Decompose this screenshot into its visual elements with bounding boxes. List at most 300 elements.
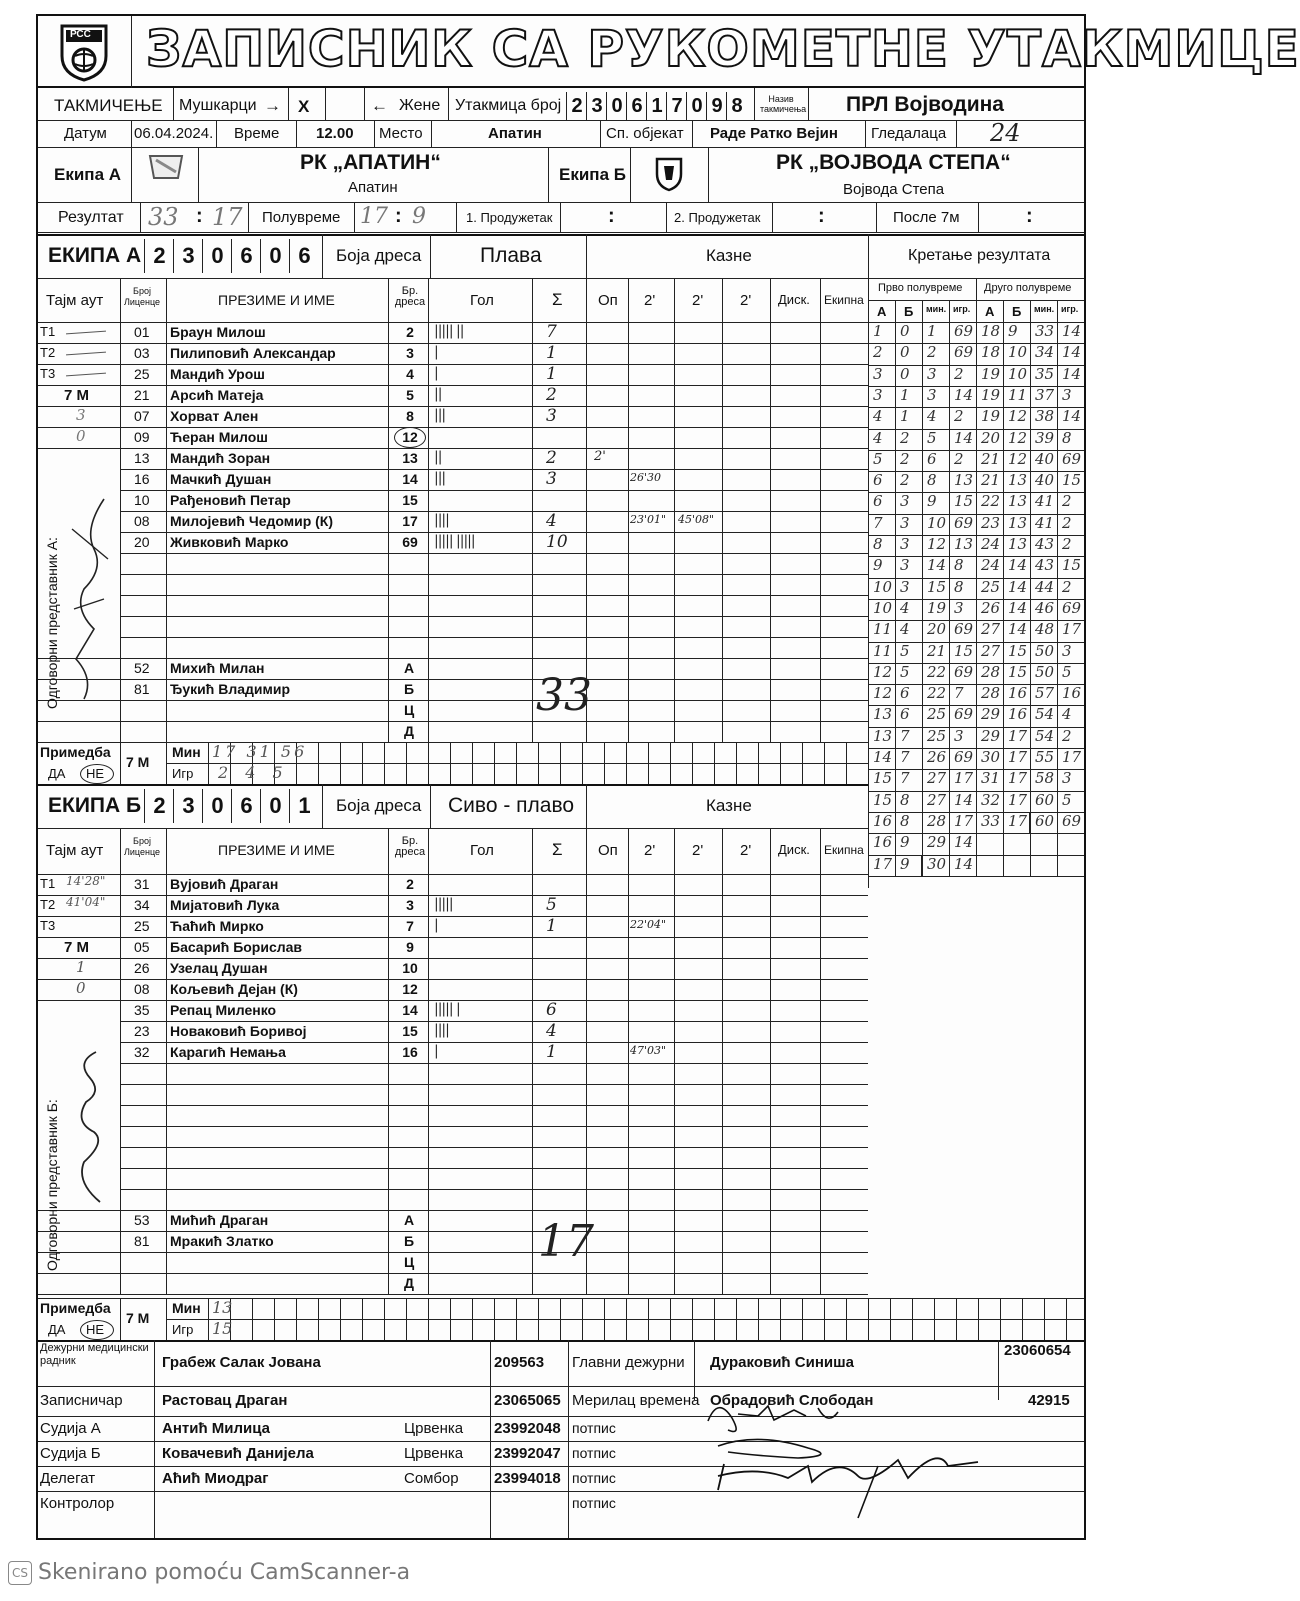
player-goal-marks: ||||| |||||: [434, 533, 475, 549]
spectators-label: Гледалаца: [871, 125, 947, 142]
official-role-label: Контролор: [40, 1494, 115, 1512]
team-b-representative-label: Одговорни представник Б:: [44, 1099, 60, 1271]
progress-col-header: игр.: [1061, 304, 1079, 314]
player-license: 34: [134, 897, 150, 913]
overtime-2-label: 2. Продужетак: [674, 210, 761, 225]
player-name: Мијатовић Лука: [170, 897, 280, 913]
official-name: Мракић Златко: [170, 1233, 274, 1249]
progress-cell: 58: [1035, 769, 1055, 787]
player-license: 03: [134, 345, 150, 361]
progress-cell: 11: [873, 642, 893, 660]
time-value: 12.00: [316, 125, 354, 142]
player-name: Карагић Немања: [170, 1044, 286, 1060]
official-license-no-2: 23060654: [1004, 1342, 1071, 1359]
team-a-shirt-color: Плава: [480, 244, 542, 267]
progress-cell: 14: [1008, 620, 1028, 638]
player-2min-1: 47'03": [630, 1044, 667, 1057]
progress-cell: 13: [954, 471, 974, 489]
player-goal-marks: |: [434, 917, 438, 933]
player-goal-sum: 1: [546, 343, 557, 363]
progress-cell: 3: [873, 386, 883, 404]
progress-col-header: игр.: [953, 304, 971, 314]
team-a-timeout-slash: [66, 373, 106, 377]
team-b-7m-label: 7 М: [64, 939, 90, 956]
player-name: Мандић Урош: [170, 366, 265, 382]
progress-cell: 17: [1008, 727, 1028, 745]
official-person-name: Растовац Драган: [162, 1392, 288, 1409]
two-min-1-col-header: 2': [644, 292, 656, 309]
player-goal-marks: |||: [434, 470, 446, 486]
team-a-label: Екипа А: [54, 165, 122, 184]
player-license: 09: [134, 429, 150, 445]
progress-cell: 8: [954, 556, 964, 574]
warning-col-header: Оп: [598, 292, 618, 309]
progress-cell: 18: [981, 343, 1001, 361]
team-a-shirt-color-label: Боја дреса: [336, 246, 422, 265]
license-col-header: Број Лиценце: [123, 286, 161, 307]
progress-cell: 40: [1035, 450, 1055, 468]
final-score-box: [868, 855, 922, 877]
team-b-penalties-label: Казне: [706, 796, 752, 815]
competition-name: ПРЛ Војводина: [846, 93, 1004, 116]
referee-signatures: [698, 1386, 998, 1526]
men-mark: X: [298, 97, 310, 116]
official-role-label: Судија Б: [40, 1444, 101, 1462]
name-col-header: ПРЕЗИМЕ И ИМЕ: [218, 842, 335, 858]
progress-cell: 16: [873, 812, 893, 830]
final-second-half-box: [976, 812, 1030, 834]
jersey-12-circle: [394, 427, 426, 448]
jersey-col-header: Бр. дреса: [394, 285, 426, 308]
sum-col-header: Σ: [552, 840, 563, 859]
progress-cell: 15: [1062, 471, 1082, 489]
player-goal-marks: ||||| ||: [434, 323, 464, 339]
team-a-rep-signature: [64, 489, 114, 709]
player-jersey: 8: [406, 408, 414, 424]
official-place: Црвенка: [404, 1419, 464, 1437]
progress-cell: 9: [927, 492, 937, 510]
player-jersey: 5: [406, 387, 414, 403]
progress-cell: 1: [900, 386, 910, 404]
logo-text: РСС: [70, 29, 91, 40]
progress-cell: 27: [927, 769, 947, 787]
progress-cell: 2: [954, 365, 964, 383]
progress-col-header: мин.: [1034, 304, 1055, 314]
team-a-7m-label: 7 М: [64, 387, 90, 404]
team-b-column-headers: [38, 828, 868, 874]
official-license: 53: [134, 1212, 150, 1228]
team-a-table: [38, 322, 868, 742]
progress-cell: 14: [1062, 407, 1082, 425]
progress-cell: 2: [1062, 535, 1072, 553]
spectators-value: 24: [990, 119, 1021, 147]
progress-cell: 15: [873, 791, 893, 809]
team-b-7m-summary-label: 7 М: [126, 1310, 150, 1326]
after-7m-separator: :: [1026, 205, 1033, 227]
progress-cell: 3: [954, 599, 964, 617]
progress-cell: 12: [873, 663, 893, 681]
progress-cell: 2: [954, 407, 964, 425]
progress-cell: 25: [981, 578, 1001, 596]
team-a-penalties-label: Казне: [706, 246, 752, 265]
official-license: 52: [134, 660, 150, 676]
progress-cell: 12: [1008, 450, 1028, 468]
team-code-digit: 6: [231, 239, 261, 273]
progress-cell: 17: [954, 769, 974, 787]
progress-cell: 5: [900, 642, 910, 660]
player-jersey: 16: [402, 1044, 418, 1060]
team-code-digit: 6: [231, 789, 261, 823]
team-a-column-headers: [38, 278, 868, 322]
official-role-2: Главни дежурни: [572, 1354, 685, 1371]
team-a-timeout-label: T2: [40, 345, 56, 360]
progress-cell: 6: [873, 492, 883, 510]
team-b-crest-icon: [654, 156, 684, 192]
overtime-1-separator: :: [608, 205, 615, 227]
match-number-digit: 7: [666, 92, 687, 120]
team-a-7m-summary-label: 7 М: [126, 754, 150, 770]
official-role-label: Делегат: [40, 1469, 96, 1487]
progress-cell: 69: [954, 322, 974, 340]
jersey-col-header: Бр. дреса: [394, 835, 426, 858]
progress-cell: 15: [1008, 663, 1028, 681]
progress-cell: 14: [1008, 599, 1028, 617]
timeout-col-header: Тајм аут: [46, 292, 104, 309]
official-name: Ђукић Владимир: [170, 681, 291, 697]
progress-cell: 54: [1035, 705, 1055, 723]
score-progress-header: [868, 278, 1084, 322]
progress-cell: 3: [900, 556, 910, 574]
player-name: Арсић Матеја: [170, 387, 264, 403]
progress-cell: 17: [1008, 791, 1028, 809]
team-a-remark-no-circle: [80, 764, 114, 784]
progress-cell: 3: [873, 365, 883, 383]
player-goal-marks: ||||: [434, 512, 449, 528]
match-number: [566, 92, 746, 120]
progress-cell: 2: [873, 343, 883, 361]
team-b-7m-igr-values: 15: [212, 1319, 233, 1338]
progress-cell: 19: [927, 599, 947, 617]
progress-cell: 1: [900, 407, 910, 425]
progress-cell: 20: [927, 620, 947, 638]
player-goal-sum: 2: [546, 448, 557, 468]
team-b-city: Војвода Степа: [843, 181, 945, 198]
progress-cell: 57: [1035, 684, 1055, 702]
progress-cell: 12: [1008, 407, 1028, 425]
progress-cell: 3: [1062, 769, 1072, 787]
official-role-2: потпис: [572, 1444, 616, 1461]
progress-cell: 39: [1035, 429, 1055, 447]
progress-cell: 7: [954, 684, 964, 702]
halftime-separator: :: [395, 205, 402, 227]
progress-cell: 33: [1035, 322, 1055, 340]
progress-cell: 9: [1008, 322, 1018, 340]
official-name: Мићић Драган: [170, 1212, 269, 1228]
team-b-7m-value: 1: [76, 958, 86, 976]
progress-cell: 2: [1062, 492, 1072, 510]
player-name: Вујовић Драган: [170, 876, 279, 892]
team-a-remark-label: Примедба: [40, 744, 111, 760]
halftime-score-b: 9: [412, 204, 426, 229]
progress-cell: 13: [1008, 514, 1028, 532]
player-name: Милојевић Чедомир (К): [170, 513, 334, 529]
progress-cell: 15: [927, 578, 947, 596]
progress-cell: 29: [981, 727, 1001, 745]
official-role: Д: [404, 723, 414, 739]
progress-cell: 40: [1035, 471, 1055, 489]
player-jersey: 3: [406, 345, 414, 361]
progress-cell: 12: [927, 535, 947, 553]
player-license: 26: [134, 960, 150, 976]
team-a-7m-min-values: 17 31 56: [212, 742, 308, 761]
player-goal-sum: 6: [546, 1000, 557, 1020]
team-b-remark-no: НЕ: [86, 1322, 105, 1337]
progress-cell: 5: [927, 429, 937, 447]
player-name: Хорват Ален: [170, 408, 259, 424]
team-a-name: РК „АПАТИН“: [300, 151, 441, 174]
team-b-name: РК „ВОЈВОДА СТЕПА“: [776, 151, 1011, 174]
player-goal-marks: ||||| |: [434, 1001, 460, 1017]
player-goal-marks: ||: [434, 449, 442, 465]
progress-cell: 46: [1035, 599, 1055, 617]
second-half-label: Друго полувреме: [984, 282, 1072, 294]
player-license: 16: [134, 471, 150, 487]
halftime-label: Полувреме: [262, 209, 341, 226]
match-number-digit: 3: [586, 92, 607, 120]
progress-cell: 16: [873, 833, 893, 851]
team-a-timeout-label: T3: [40, 366, 56, 381]
official-role: А: [404, 660, 415, 676]
team-pen-col-header: Екипна: [824, 843, 864, 857]
player-license: 07: [134, 408, 150, 424]
progress-cell: 13: [1008, 471, 1028, 489]
official-role-2: потпис: [572, 1419, 616, 1436]
player-name: Мачкић Душан: [170, 471, 272, 487]
team-a-7m-min-label: Мин: [172, 744, 201, 760]
player-jersey: 69: [402, 534, 418, 550]
progress-cell: 15: [1062, 556, 1082, 574]
title-row: [38, 16, 1300, 88]
men-label: Мушкарци: [179, 97, 257, 114]
name-col-header: ПРЕЗИМЕ И ИМЕ: [218, 292, 335, 308]
women-label: Жене: [399, 97, 441, 114]
team-code-digit: 6: [289, 239, 319, 273]
progress-cell: 30: [981, 748, 1001, 766]
page-title: ЗАПИСНИК СА РУКОМЕТНЕ УТАКМИЦЕ: [146, 20, 1300, 78]
progress-cell: 2: [1062, 727, 1072, 745]
progress-col-header: А: [877, 304, 887, 319]
progress-cell: 54: [1035, 727, 1055, 745]
progress-col-header: мин.: [926, 304, 947, 314]
player-warning: 2': [594, 449, 606, 464]
progress-cell: 14: [927, 556, 947, 574]
team-b-7m-value: 0: [76, 979, 86, 997]
official-place: Сомбор: [404, 1469, 459, 1487]
progress-cell: 38: [1035, 407, 1055, 425]
player-name: Ћеран Милош: [170, 429, 268, 445]
progress-cell: 6: [900, 684, 910, 702]
progress-cell: 8: [900, 812, 910, 830]
progress-cell: 10: [1008, 343, 1028, 361]
player-name: Рађеновић Петар: [170, 492, 291, 508]
progress-cell: 41: [1035, 514, 1055, 532]
sum-col-header: Σ: [552, 290, 563, 309]
competition-name-label: Назив такмичења: [760, 94, 807, 114]
progress-cell: 17: [1008, 812, 1028, 830]
progress-cell: 9: [873, 556, 883, 574]
player-license: 35: [134, 1002, 150, 1018]
official-person-name: Ковачевић Данијела: [162, 1444, 314, 1462]
progress-col-header: Б: [1012, 304, 1022, 319]
place-label: Место: [379, 125, 423, 142]
progress-cell: 14: [954, 833, 974, 851]
progress-cell: 34: [1035, 343, 1055, 361]
progress-cell: 7: [900, 727, 910, 745]
progress-cell: 17: [1062, 620, 1082, 638]
official-license-no: 209563: [494, 1354, 545, 1371]
progress-cell: 50: [1035, 642, 1055, 660]
progress-cell: 11: [873, 620, 893, 638]
progress-cell: 3: [1062, 386, 1072, 404]
progress-cell: 33: [981, 812, 1001, 830]
team-code-digit: 2: [144, 789, 174, 823]
official-role: Б: [404, 681, 415, 697]
progress-cell: 16: [1008, 684, 1028, 702]
player-goal-sum: 3: [546, 406, 557, 426]
overtime-1-label: 1. Продужетак: [466, 210, 553, 225]
team-a-city: Апатин: [348, 179, 398, 196]
progress-cell: 7: [873, 514, 883, 532]
progress-cell: 3: [1062, 642, 1072, 660]
progress-cell: 14: [954, 386, 974, 404]
progress-cell: 6: [900, 705, 910, 723]
progress-cell: 4: [873, 429, 883, 447]
player-goal-marks: ||: [434, 386, 442, 402]
progress-cell: 4: [900, 599, 910, 617]
team-code-digit: 0: [260, 239, 290, 273]
player-license: 31: [134, 876, 150, 892]
progress-cell: 29: [981, 705, 1001, 723]
player-name: Узелац Душан: [170, 960, 268, 976]
player-goal-marks: ||||: [434, 1022, 449, 1038]
two-min-3-col-header: 2': [740, 292, 752, 309]
progress-cell: 0: [900, 322, 910, 340]
team-a-remark-yes: ДА: [48, 766, 66, 781]
progress-cell: 18: [981, 322, 1001, 340]
time-label: Време: [234, 125, 280, 142]
progress-cell: 2: [900, 450, 910, 468]
player-goal-sum: 1: [546, 364, 557, 384]
progress-cell: 15: [873, 769, 893, 787]
team-code-digit: 0: [202, 239, 232, 273]
team-b-remark-no-circle: [80, 1320, 114, 1340]
player-license: 13: [134, 450, 150, 466]
final-score-a: 33: [148, 203, 179, 231]
final-score-b: 17: [212, 203, 243, 231]
progress-cell: 5: [900, 663, 910, 681]
player-2min-1: 22'04": [630, 918, 667, 931]
official-role: Б: [404, 1233, 415, 1249]
progress-cell: 16: [1008, 705, 1028, 723]
official-person-name-2: Дураковић Синиша: [710, 1354, 854, 1371]
player-name: Пилиповић Александар: [170, 345, 336, 361]
team-code-digit: 0: [202, 789, 232, 823]
team-a-7m-value: 0: [76, 427, 86, 445]
team-b-block-title: ЕКИПА Б: [48, 794, 142, 817]
progress-cell: 43: [1035, 556, 1055, 574]
progress-cell: 44: [1035, 578, 1055, 596]
player-goal-marks: |||||: [434, 896, 453, 912]
player-license: 08: [134, 981, 150, 997]
team-code-digit: 1: [289, 789, 319, 823]
official-license: 81: [134, 1233, 150, 1249]
progress-cell: 21: [981, 471, 1001, 489]
progress-cell: 22: [927, 684, 947, 702]
team-code-digit: 0: [260, 789, 290, 823]
progress-cell: 4: [900, 620, 910, 638]
team-a-7m-igr-values: 2 4 5: [218, 763, 289, 782]
player-goal-sum: 1: [546, 916, 557, 936]
team-a-timeout-slash: [66, 331, 106, 335]
player-goal-sum: 5: [546, 895, 557, 915]
team-a-remark-no: НЕ: [86, 766, 105, 781]
player-jersey: 7: [406, 918, 414, 934]
team-a-block-title: ЕКИПА А: [48, 244, 142, 267]
official-role-2: Мерилац времена: [572, 1392, 700, 1409]
progress-cell: 7: [900, 769, 910, 787]
player-name: Репац Миленко: [170, 1002, 277, 1018]
team-a-7m-value: 3: [76, 406, 86, 424]
player-jersey: 14: [402, 1002, 418, 1018]
team-b-remark-yes: ДА: [48, 1322, 66, 1337]
progress-cell: 2: [1062, 514, 1072, 532]
team-b-rep-signature: [66, 1042, 116, 1222]
official-role-2: потпис: [572, 1469, 616, 1486]
player-license: 25: [134, 918, 150, 934]
progress-cell: 15: [1008, 642, 1028, 660]
progress-cell: 69: [1062, 599, 1082, 617]
progress-cell: 2: [1062, 578, 1072, 596]
final-score-separator: :: [196, 205, 203, 227]
progress-cell: 17: [1008, 769, 1028, 787]
official-person-name: Аћић Миодраг: [162, 1469, 269, 1487]
team-b-remark-label: Примедба: [40, 1300, 111, 1316]
progress-cell: 5: [1062, 663, 1072, 681]
overtime-2-separator: :: [818, 205, 825, 227]
progress-cell: 69: [954, 343, 974, 361]
progress-cell: 8: [873, 535, 883, 553]
official-role: Д: [404, 1275, 414, 1291]
player-goal-marks: |: [434, 1043, 438, 1059]
venue-value: Раде Ратко Вејин: [710, 125, 838, 142]
progress-cell: 6: [927, 450, 937, 468]
first-half-label: Прво полувреме: [878, 282, 963, 294]
player-goal-sum: 1: [546, 1042, 557, 1062]
progress-cell: 27: [981, 642, 1001, 660]
progress-cell: 3: [900, 535, 910, 553]
player-2min-2: 45'08": [678, 513, 715, 526]
progress-cell: 3: [900, 514, 910, 532]
official-place: Црвенка: [404, 1444, 464, 1462]
progress-col-header: Б: [904, 304, 914, 319]
progress-cell: 13: [1008, 492, 1028, 510]
progress-cell: 48: [1035, 620, 1055, 638]
progress-cell: 9: [900, 855, 910, 873]
progress-cell: 2: [900, 429, 910, 447]
official-role-2: потпис: [572, 1494, 616, 1511]
progress-cell: 14: [954, 855, 974, 873]
player-goal-marks: |: [434, 344, 438, 360]
